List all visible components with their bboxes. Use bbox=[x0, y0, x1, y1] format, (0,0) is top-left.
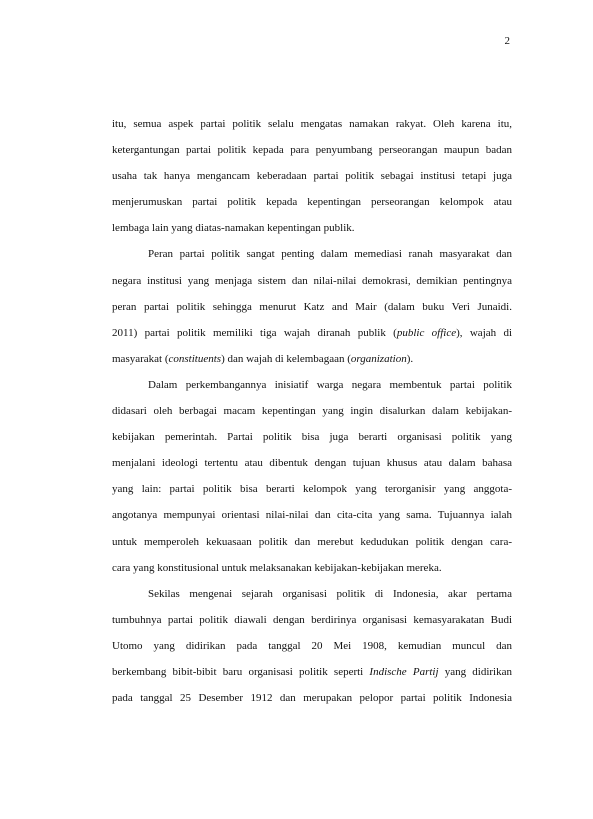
text-line bbox=[112, 352, 512, 378]
text-line bbox=[112, 143, 512, 169]
text-segment: tumbuhnya partai politik diawali dengan berdirinya organisasi kemasyarakatan Budi bbox=[112, 613, 512, 626]
text-segment: itu, semua aspek partai politik selalu mengatas namakan rakyat. Oleh karena itu, bbox=[112, 118, 512, 130]
text-segment: berkembang bibit-bibit baru organisasi politik seperti bbox=[112, 665, 370, 678]
text-line bbox=[112, 639, 512, 665]
text-segment: ketergantungan partai politik kepada para penyumbang perseorangan maupun badan bbox=[112, 144, 512, 157]
text-segment: kebijakan pemerintah. Partai politik bisa juga berarti organisasi politik yang bbox=[112, 431, 512, 444]
text-line bbox=[112, 169, 512, 195]
italic-term: public office bbox=[396, 326, 457, 339]
text-segment: masyarakat ( bbox=[112, 352, 169, 365]
text-segment: yang lain: partai politik bisa berarti kelompok yang terorganisir yang anggota- bbox=[112, 483, 512, 496]
text-segment: yang didirikan bbox=[438, 665, 512, 678]
text-line bbox=[112, 274, 512, 300]
text-line bbox=[112, 378, 512, 404]
paragraph bbox=[112, 587, 512, 717]
text-segment: Dalam perkembangannya inisiatif warga negara membentuk partai politik bbox=[148, 378, 512, 391]
italic-term: organization bbox=[350, 352, 407, 365]
text-segment: usaha tak hanya mengancam keberadaan partai politik sebagai institusi tetapi juga bbox=[112, 170, 512, 183]
text-line bbox=[112, 430, 512, 456]
text-segment: cara yang konstitusional untuk melaksanakan kebijakan-kebijakan mereka. bbox=[112, 561, 442, 574]
text-segment: menjerumuskan partai politik kepada kepentingan perseorangan kelompok atau bbox=[112, 196, 512, 209]
text-line bbox=[112, 665, 512, 691]
text-segment: angotanya mempunyai orientasi nilai-nilai dan cita-cita yang sama. Tujuannya ialah bbox=[112, 509, 512, 522]
text-segment: ) dan wajah di kelembagaan ( bbox=[221, 352, 351, 365]
text-segment: ), wajah di bbox=[456, 326, 512, 339]
body-text bbox=[112, 117, 512, 717]
text-line bbox=[112, 482, 512, 508]
italic-term: Indische Partij bbox=[369, 665, 439, 678]
text-line bbox=[112, 691, 512, 717]
text-segment: menjalani ideologi tertentu atau dibentuk dengan tujuan khusus atau dalam bahasa bbox=[112, 457, 512, 470]
text-segment: 2011) partai politik memiliki tiga wajah diranah publik ( bbox=[112, 326, 397, 339]
text-line bbox=[112, 326, 512, 352]
italic-term: constituents bbox=[168, 352, 222, 365]
text-line bbox=[112, 221, 512, 247]
paragraph bbox=[112, 247, 512, 377]
text-segment: lembaga lain yang diatas-namakan kepentingan publik. bbox=[112, 222, 355, 235]
text-segment: untuk memperoleh kekuasaan politik dan merebut kedudukan politik dengan cara- bbox=[112, 535, 512, 548]
text-segment: Sekilas mengenai sejarah organisasi politik di Indonesia, akar pertama bbox=[148, 587, 512, 600]
text-segment: ). bbox=[406, 352, 414, 365]
text-line bbox=[112, 404, 512, 430]
text-line bbox=[112, 117, 512, 143]
paragraph bbox=[112, 117, 512, 247]
paragraph bbox=[112, 378, 512, 587]
text-line bbox=[112, 508, 512, 534]
text-segment: peran partai politik sehingga menurut Katz and Mair (dalam buku Veri Junaidi. bbox=[112, 300, 512, 313]
text-line bbox=[112, 247, 512, 273]
text-segment: Utomo yang didirikan pada tanggal 20 Mei 1908, kemudian muncul dan bbox=[112, 639, 512, 652]
text-segment: Peran partai politik sangat penting dalam memediasi ranah masyarakat dan bbox=[148, 248, 512, 261]
text-segment: didasari oleh berbagai macam kepentingan yang ingin disalurkan dalam kebijakan- bbox=[112, 405, 512, 418]
text-segment: negara institusi yang menjaga sistem dan nilai-nilai demokrasi, demikian pentingnya bbox=[112, 274, 512, 287]
text-line bbox=[112, 561, 512, 587]
text-line bbox=[112, 456, 512, 482]
page-number: 2 bbox=[504, 35, 510, 47]
text-line bbox=[112, 195, 512, 221]
text-line bbox=[112, 613, 512, 639]
text-line bbox=[112, 300, 512, 326]
text-line bbox=[112, 535, 512, 561]
text-line bbox=[112, 587, 512, 613]
text-segment: pada tanggal 25 Desember 1912 dan merupakan pelopor partai politik Indonesia bbox=[112, 692, 512, 705]
